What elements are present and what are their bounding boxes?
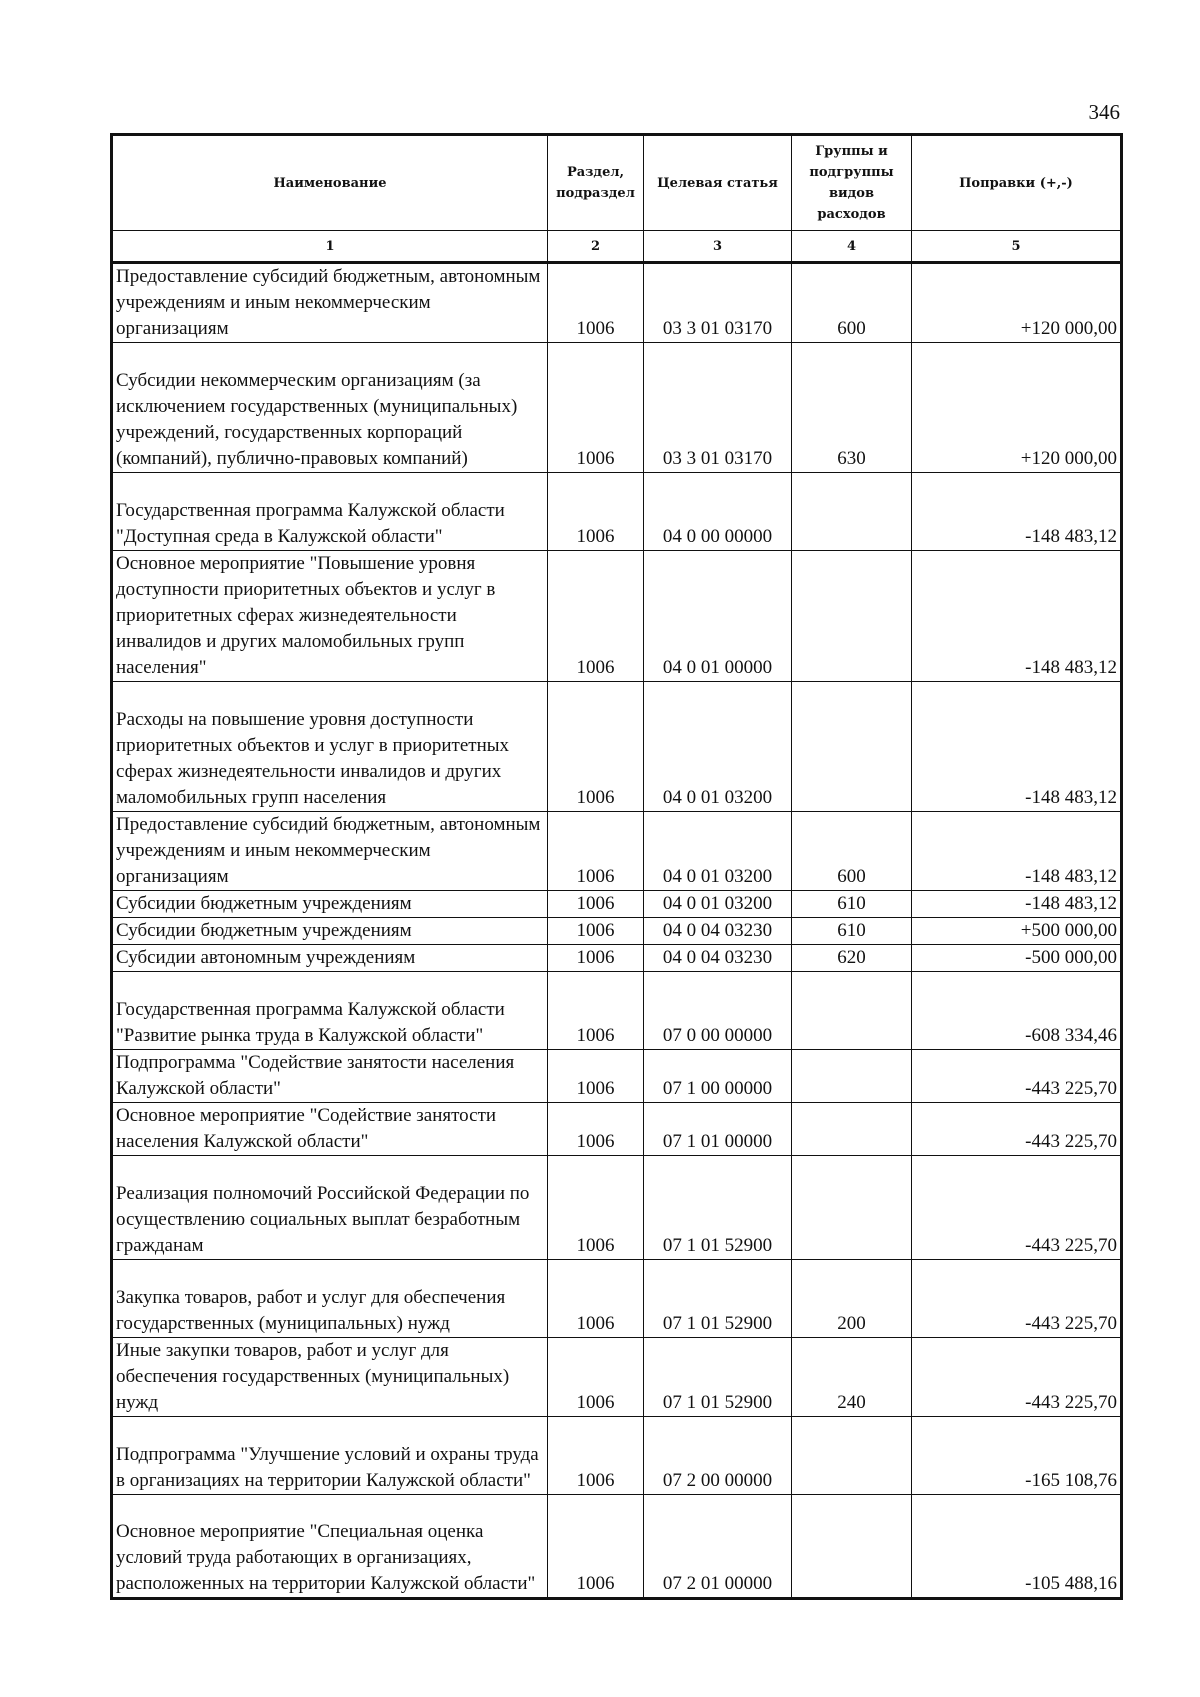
row-name-cell: Государственная программа Калужской области "Развитие рынка труда в Калужской области"	[112, 972, 548, 1050]
row-target-article-cell: 03 3 01 03170	[644, 263, 792, 343]
row-expense-group-cell: 240	[792, 1338, 912, 1417]
row-name-cell: Подпрограмма "Улучшение условий и охраны труда в организациях на территории Калужской области"	[112, 1417, 548, 1495]
table-row	[112, 918, 1122, 945]
row-target-article-cell: 07 2 00 00000	[644, 1417, 792, 1495]
column-header-expense-group: Группы и подгруппы видов расходов	[792, 135, 912, 231]
table-row	[112, 1495, 1122, 1599]
column-header-amendments: Поправки (+,-)	[912, 135, 1122, 231]
row-section-cell: 1006	[548, 812, 644, 891]
row-amendment-amount-cell: -148 483,12	[912, 891, 1122, 918]
column-number: 1	[112, 231, 548, 263]
row-target-article-cell: 04 0 04 03230	[644, 945, 792, 972]
row-target-article-cell: 04 0 01 00000	[644, 551, 792, 682]
row-section-cell: 1006	[548, 343, 644, 473]
row-target-article-cell: 04 0 01 03200	[644, 812, 792, 891]
row-section-cell: 1006	[548, 473, 644, 551]
row-expense-group-cell	[792, 972, 912, 1050]
row-name-cell: Предоставление субсидий бюджетным, автономным учреждениям и иным некоммерческим организациям	[112, 263, 548, 343]
row-target-article-cell: 07 0 00 00000	[644, 972, 792, 1050]
row-amendment-amount-cell: -148 483,12	[912, 551, 1122, 682]
budget-amendments-table	[110, 133, 1123, 1600]
row-section-cell: 1006	[548, 1156, 644, 1260]
row-target-article-cell: 07 1 01 52900	[644, 1338, 792, 1417]
table-row	[112, 1050, 1122, 1103]
row-section-cell: 1006	[548, 918, 644, 945]
row-expense-group-cell	[792, 551, 912, 682]
row-amendment-amount-cell: -148 483,12	[912, 812, 1122, 891]
table-row	[112, 1417, 1122, 1495]
table-row	[112, 891, 1122, 918]
table-row	[112, 945, 1122, 972]
row-name-cell: Государственная программа Калужской области "Доступная среда в Калужской области"	[112, 473, 548, 551]
row-expense-group-cell: 600	[792, 812, 912, 891]
row-name-cell: Иные закупки товаров, работ и услуг для обеспечения государственных (муниципальных) нужд	[112, 1338, 548, 1417]
column-number: 4	[792, 231, 912, 263]
row-section-cell: 1006	[548, 263, 644, 343]
row-target-article-cell: 07 1 01 52900	[644, 1156, 792, 1260]
row-section-cell: 1006	[548, 1417, 644, 1495]
row-section-cell: 1006	[548, 1260, 644, 1338]
column-header-name: Наименование	[112, 135, 548, 231]
row-amendment-amount-cell: -443 225,70	[912, 1260, 1122, 1338]
row-expense-group-cell	[792, 682, 912, 812]
table-row	[112, 263, 1122, 343]
row-amendment-amount-cell: -105 488,16	[912, 1495, 1122, 1599]
row-expense-group-cell	[792, 1050, 912, 1103]
column-header-section: Раздел, подраздел	[548, 135, 644, 231]
row-name-cell: Основное мероприятие "Содействие занятости населения Калужской области"	[112, 1103, 548, 1156]
row-expense-group-cell: 620	[792, 945, 912, 972]
table-row	[112, 1260, 1122, 1338]
row-target-article-cell: 04 0 01 03200	[644, 682, 792, 812]
row-amendment-amount-cell: -443 225,70	[912, 1338, 1122, 1417]
row-target-article-cell: 04 0 00 00000	[644, 473, 792, 551]
table-row	[112, 682, 1122, 812]
row-amendment-amount-cell: -148 483,12	[912, 682, 1122, 812]
row-section-cell: 1006	[548, 682, 644, 812]
row-amendment-amount-cell: -148 483,12	[912, 473, 1122, 551]
table-row	[112, 1103, 1122, 1156]
row-amendment-amount-cell: -443 225,70	[912, 1103, 1122, 1156]
row-name-cell: Субсидии бюджетным учреждениям	[112, 891, 548, 918]
column-number: 3	[644, 231, 792, 263]
row-expense-group-cell: 610	[792, 891, 912, 918]
row-target-article-cell: 04 0 01 03200	[644, 891, 792, 918]
row-section-cell: 1006	[548, 891, 644, 918]
row-name-cell: Расходы на повышение уровня доступности приоритетных объектов и услуг в приоритетных сферах жизнедеятельности инвалидов и других маломобильных групп населения	[112, 682, 548, 812]
row-target-article-cell: 07 1 01 00000	[644, 1103, 792, 1156]
row-amendment-amount-cell: -443 225,70	[912, 1156, 1122, 1260]
row-target-article-cell: 04 0 04 03230	[644, 918, 792, 945]
column-number: 2	[548, 231, 644, 263]
row-target-article-cell: 07 1 01 52900	[644, 1260, 792, 1338]
row-expense-group-cell	[792, 1156, 912, 1260]
row-amendment-amount-cell: +120 000,00	[912, 343, 1122, 473]
row-name-cell: Закупка товаров, работ и услуг для обеспечения государственных (муниципальных) нужд	[112, 1260, 548, 1338]
table-row	[112, 812, 1122, 891]
row-target-article-cell: 07 2 01 00000	[644, 1495, 792, 1599]
column-number-row	[112, 231, 1122, 263]
row-name-cell: Субсидии автономным учреждениям	[112, 945, 548, 972]
table-row	[112, 972, 1122, 1050]
row-expense-group-cell: 200	[792, 1260, 912, 1338]
row-expense-group-cell	[792, 1103, 912, 1156]
row-amendment-amount-cell: +120 000,00	[912, 263, 1122, 343]
row-amendment-amount-cell: +500 000,00	[912, 918, 1122, 945]
row-target-article-cell: 03 3 01 03170	[644, 343, 792, 473]
column-header-target-article: Целевая статья	[644, 135, 792, 231]
row-expense-group-cell: 610	[792, 918, 912, 945]
row-name-cell: Субсидии некоммерческим организациям (за исключением государственных (муниципальных) учреждений, государственных корпораций (компаний), публично-правовых компаний)	[112, 343, 548, 473]
row-name-cell: Субсидии бюджетным учреждениям	[112, 918, 548, 945]
row-amendment-amount-cell: -443 225,70	[912, 1050, 1122, 1103]
row-amendment-amount-cell: -500 000,00	[912, 945, 1122, 972]
row-name-cell: Основное мероприятие "Повышение уровня доступности приоритетных объектов и услуг в приоритетных сферах жизнедеятельности инвалидов и других маломобильных групп населения"	[112, 551, 548, 682]
row-expense-group-cell	[792, 473, 912, 551]
column-number: 5	[912, 231, 1122, 263]
page-number: 346	[1088, 100, 1120, 124]
row-section-cell: 1006	[548, 945, 644, 972]
row-name-cell: Основное мероприятие "Специальная оценка условий труда работающих в организациях, расположенных на территории Калужской области"	[112, 1495, 548, 1599]
row-expense-group-cell	[792, 1495, 912, 1599]
row-section-cell: 1006	[548, 1050, 644, 1103]
table-row	[112, 551, 1122, 682]
row-name-cell: Предоставление субсидий бюджетным, автономным учреждениям и иным некоммерческим организациям	[112, 812, 548, 891]
row-section-cell: 1006	[548, 972, 644, 1050]
row-section-cell: 1006	[548, 1103, 644, 1156]
row-target-article-cell: 07 1 00 00000	[644, 1050, 792, 1103]
table-row	[112, 473, 1122, 551]
row-section-cell: 1006	[548, 1338, 644, 1417]
table-row	[112, 1338, 1122, 1417]
row-expense-group-cell: 630	[792, 343, 912, 473]
row-expense-group-cell	[792, 1417, 912, 1495]
row-amendment-amount-cell: -608 334,46	[912, 972, 1122, 1050]
table-header-row	[112, 135, 1122, 231]
row-name-cell: Реализация полномочий Российской Федерации по осуществлению социальных выплат безработным гражданам	[112, 1156, 548, 1260]
row-expense-group-cell: 600	[792, 263, 912, 343]
table-row	[112, 343, 1122, 473]
row-amendment-amount-cell: -165 108,76	[912, 1417, 1122, 1495]
table-row	[112, 1156, 1122, 1260]
row-name-cell: Подпрограмма "Содействие занятости населения Калужской области"	[112, 1050, 548, 1103]
row-section-cell: 1006	[548, 1495, 644, 1599]
row-section-cell: 1006	[548, 551, 644, 682]
